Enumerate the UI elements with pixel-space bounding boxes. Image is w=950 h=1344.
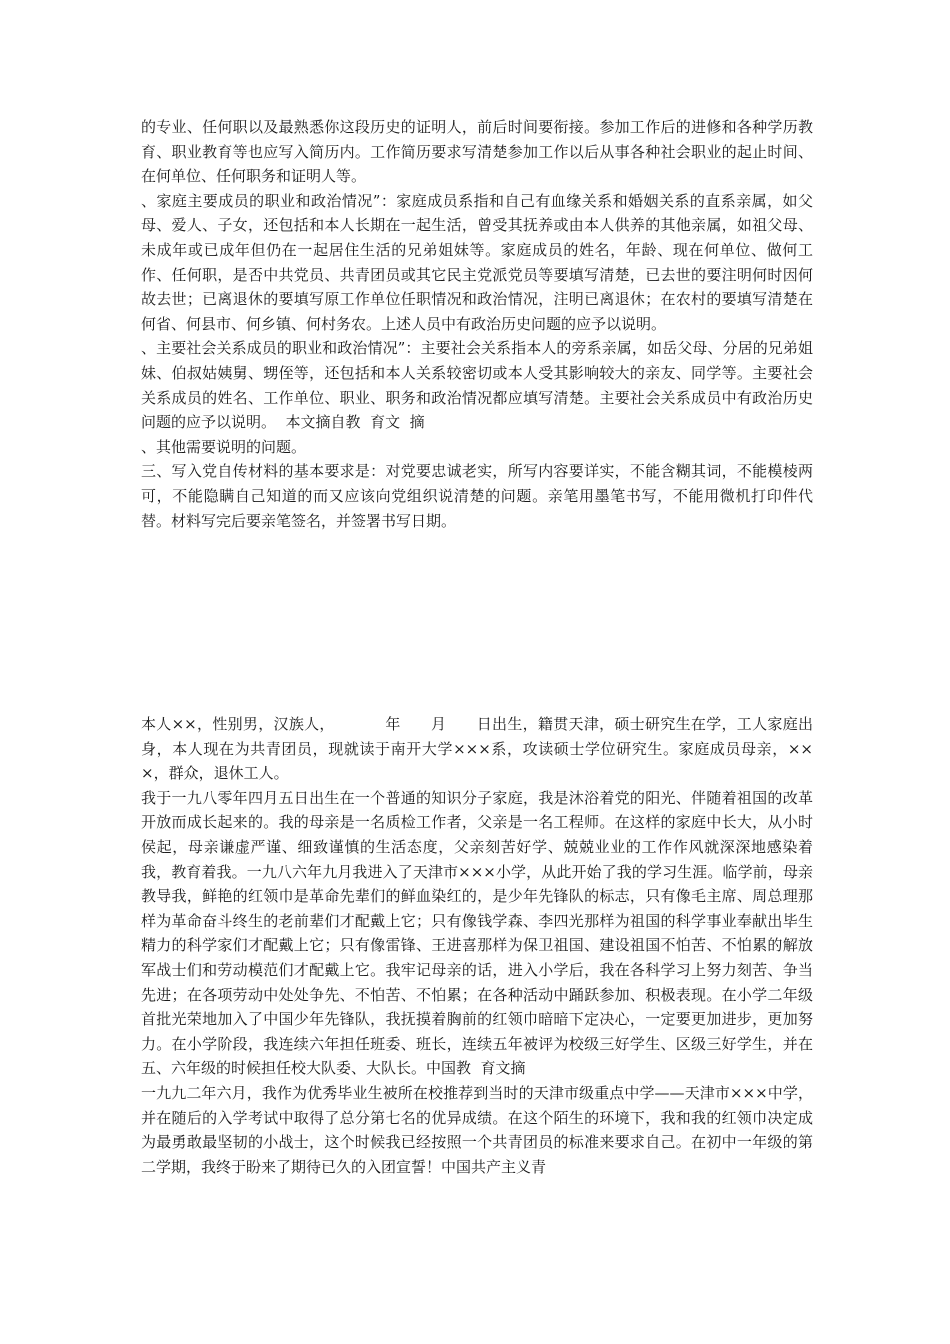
text-block-top: [141, 115, 813, 533]
paragraph-resume-continuation: 的专业、任何职以及最熟悉你这段历史的证明人，前后时间要衔接。参加工作后的进修和各种学历教育、职业教育等也应写入简历内。工作简历要求写清楚参加工作以后从事各种社会职业的起止时间、在何单位、任何职务和证明人等。: [141, 118, 813, 186]
paragraph-social-relations: 、主要社会关系成员的职业和政治情况”：主要社会关系指本人的旁系亲属，如岳父母、分居的兄弟姐妹、伯叔姑姨舅、甥侄等，还包括和本人关系较密切或本人受其影响较大的亲友、同学等。主要社会关系成员的姓名、工作单位、职业、职务和政治情况都应填写清楚。主要社会关系成员中有政治历史问题的应予以说明。 本文摘自教 育文 摘: [141, 339, 813, 432]
paragraph-family-members: 、家庭主要成员的职业和政治情况”：家庭成员系指和自己有血缘关系和婚姻关系的直系亲属，如父母、爱人、子女，还包括和本人长期在一起生活，曾受其抚养或由本人供养的其他亲属，如祖父母、未成年或已成年但仍在一起居住生活的兄弟姐妹等。家庭成员的姓名，年龄、现在何单位、做何工作、任何职，是否中共党员、共青团员或其它民主党派党员等要填写清楚，已去世的要注明何时因何故去世；已离退休的要填写原工作单位任职情况和政治情况，注明已离退休；在农村的要填写清楚在何省、何县市、何乡镇、何村务农。上述人员中有政治历史问题的应予以说明。: [141, 191, 813, 333]
paragraph-personal-info: 本人××，性别男，汉族人， 年 月 日出生，籍贯天津，硕士研究生在学，工人家庭出身，本人现在为共青团员，现就读于南开大学×××系，攻读硕士学位研究生。家庭成员母亲，×××，群众，退休工人。: [141, 715, 813, 783]
paragraph-basic-requirements: 三、写入党自传材料的基本要求是：对党要忠诚老实，所写内容要详实，不能含糊其词，不能模棱两可，不能隐瞒自己知道的而又应该向党组织说清楚的问题。亲笔用墨笔书写，不能用微机打印件代替。材料写完后要亲笔签名，并签署书写日期。: [141, 462, 813, 530]
text-block-bottom: [141, 712, 813, 1179]
paragraph-other-issues: 、其他需要说明的问题。: [141, 437, 307, 456]
paragraph-middle-school: 一九九二年六月，我作为优秀毕业生被所在校推荐到当时的天津市级重点中学——天津市×××中学，并在随后的入学考试中取得了总分第七名的优异成绩。在这个陌生的环境下，我和我的红领巾决定成为最勇敢最坚韧的小战士，这个时候我已经按照一个共青团员的标准来要求自己。在初中一年级的第二学期，我终于盼来了期待已久的入团宣誓！中国共产主义青: [141, 1083, 813, 1176]
paragraph-childhood: 我于一九八零年四月五日出生在一个普通的知识分子家庭，我是沐浴着党的阳光、伴随着祖国的改革开放而成长起来的。我的母亲是一名质检工作者，父亲是一名工程师。在这样的家庭中长大，从小时侯起，母亲谦虚严谨、细致谨慎的生活态度，父亲刻苦好学、兢兢业业的工作作风就深深地感染着我，教育着我。一九八六年九月我进入了天津市×××小学，从此开始了我的学习生涯。临学前，母亲教导我，鲜艳的红领巾是革命先辈们的鲜血染红的，是少年先锋队的标志，只有像毛主席、周总理那样为革命奋斗终生的老前辈们才配戴上它；只有像钱学森、李四光那样为祖国的科学事业奉献出毕生精力的科学家们才配戴上它；只有像雷锋、王进喜那样为保卫祖国、建设祖国不怕苦、不怕累的解放军战士们和劳动模范们才配戴上它。我牢记母亲的话，进入小学后，我在各科学习上努力刻苦、争当先进；在各项劳动中处处争先、不怕苦、不怕累；在各种活动中踊跃参加、积极表现。在小学二年级首批光荣地加入了中国少年先锋队，我抚摸着胸前的红领巾暗暗下定决心，一定要更加进步，更加努力。在小学阶段，我连续六年担任班委、班长，连续五年被评为校级三好学生、区级三好学生，并在五、六年级的时候担任校大队委、大队长。中国教 育文摘: [141, 788, 813, 1078]
